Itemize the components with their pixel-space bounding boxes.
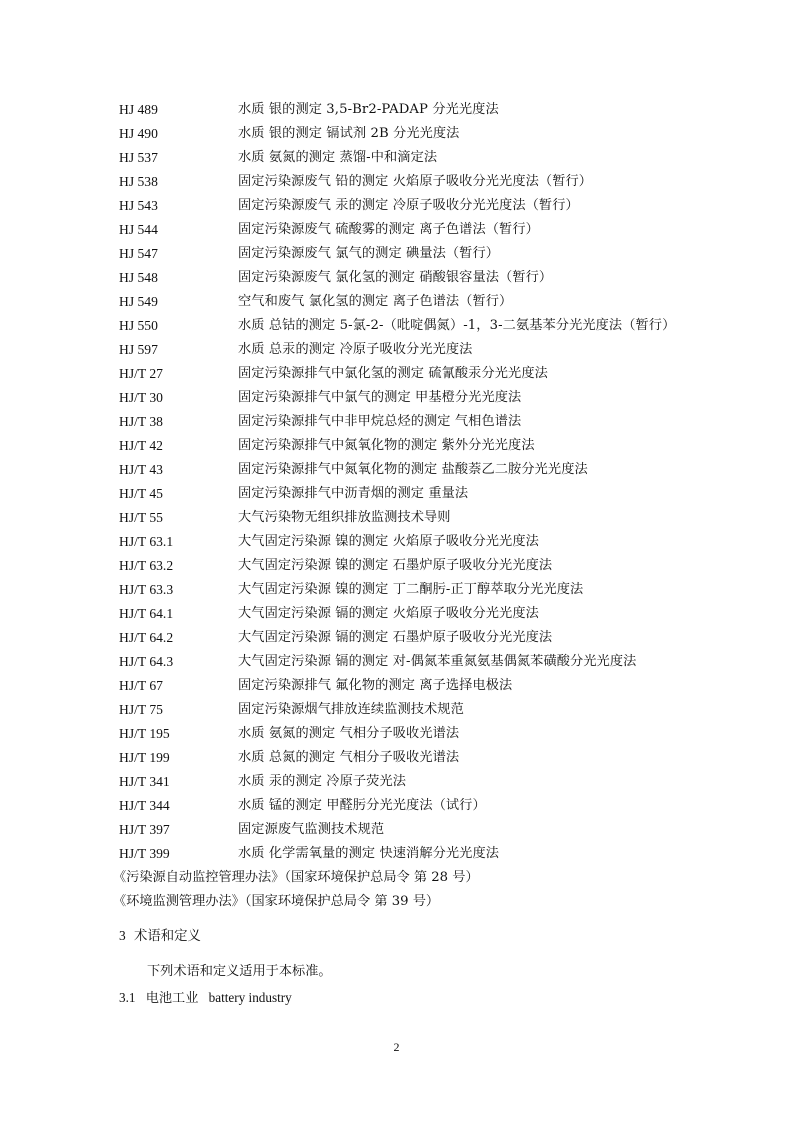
- regulation-reference: 《污染源自动监控管理办法》（国家环境保护总局令 第 28 号）: [113, 870, 479, 885]
- reference-title: 水质 氨氮的测定 蒸馏-中和滴定法: [238, 150, 438, 165]
- reference-title: 固定污染源排气中氮氧化物的测定 盐酸萘乙二胺分光光度法: [238, 462, 588, 477]
- reference-title: 固定污染源排气中沥青烟的测定 重量法: [238, 486, 469, 501]
- reference-code: HJ/T 64.3: [119, 654, 174, 669]
- reference-code: HJ/T 341: [119, 774, 170, 789]
- reference-title: 大气固定污染源 镍的测定 丁二酮肟-正丁醇萃取分光光度法: [238, 582, 584, 597]
- reference-row: [119, 746, 719, 770]
- subsection-heading: [119, 986, 292, 1010]
- reference-row: [119, 794, 719, 818]
- reference-title: 大气固定污染源 镉的测定 石墨炉原子吸收分光光度法: [238, 630, 553, 645]
- section-heading: [119, 924, 201, 948]
- reference-title: 水质 总汞的测定 冷原子吸收分光光度法: [238, 342, 473, 357]
- reference-title: 固定污染源排气中氯化氢的测定 硫氰酸汞分光光度法: [238, 366, 548, 381]
- reference-title: 固定污染源废气 氯化氢的测定 硝酸银容量法（暂行）: [238, 270, 553, 285]
- reference-title: 固定污染源废气 硫酸雾的测定 离子色谱法（暂行）: [238, 222, 539, 237]
- reference-title: 水质 锰的测定 甲醛肟分光光度法（试行）: [238, 798, 486, 813]
- reference-code: HJ 597: [119, 342, 158, 357]
- reference-title: 空气和废气 氯化氢的测定 离子色谱法（暂行）: [238, 294, 513, 309]
- reference-code: HJ 550: [119, 318, 158, 333]
- reference-title: 固定污染源废气 铅的测定 火焰原子吸收分光光度法（暂行）: [238, 174, 593, 189]
- reference-row: [119, 554, 719, 578]
- reference-code: HJ/T 399: [119, 846, 170, 861]
- reference-row: [119, 122, 719, 146]
- reference-row: [119, 146, 719, 170]
- reference-code: HJ/T 195: [119, 726, 170, 741]
- reference-code: HJ 489: [119, 102, 158, 117]
- reference-code: HJ 490: [119, 126, 158, 141]
- reference-row: [119, 770, 719, 794]
- reference-code: HJ 548: [119, 270, 158, 285]
- reference-code: HJ 544: [119, 222, 158, 237]
- reference-row: [119, 290, 719, 314]
- reference-title: 大气固定污染源 镉的测定 火焰原子吸收分光光度法: [238, 606, 539, 621]
- reference-row: [119, 674, 719, 698]
- reference-code: HJ/T 63.3: [119, 582, 174, 597]
- normative-references-list: [113, 98, 719, 914]
- reference-title: 固定污染源排气中氯气的测定 甲基橙分光光度法: [238, 390, 522, 405]
- reference-code: HJ/T 42: [119, 438, 163, 453]
- reference-code: HJ/T 64.1: [119, 606, 174, 621]
- reference-code: HJ/T 64.2: [119, 630, 174, 645]
- reference-title: 固定污染源排气 氟化物的测定 离子选择电极法: [238, 678, 513, 693]
- reference-title: 水质 总钴的测定 5-氯-2-（吡啶偶氮）-1，3-二氨基苯分光光度法（暂行）: [238, 318, 676, 333]
- reference-code: HJ/T 397: [119, 822, 170, 837]
- reference-row: [119, 626, 719, 650]
- reference-code: HJ 538: [119, 174, 158, 189]
- reference-code: HJ/T 63.1: [119, 534, 174, 549]
- section-number: 3: [119, 928, 126, 943]
- reference-code: HJ 543: [119, 198, 158, 213]
- reference-row: [119, 434, 719, 458]
- reference-title: 大气固定污染源 镉的测定 对-偶氮苯重氮氨基偶氮苯磺酸分光光度法: [238, 654, 637, 669]
- reference-code: HJ/T 30: [119, 390, 163, 405]
- reference-row: [119, 698, 719, 722]
- reference-row: [119, 266, 719, 290]
- reference-code: HJ/T 67: [119, 678, 163, 693]
- reference-code: HJ/T 199: [119, 750, 170, 765]
- reference-code: HJ 537: [119, 150, 158, 165]
- reference-title: 水质 化学需氧量的测定 快速消解分光光度法: [238, 846, 500, 861]
- reference-code: HJ/T 55: [119, 510, 163, 525]
- reference-row: [119, 338, 719, 362]
- subsection-number: 3.1: [119, 990, 136, 1005]
- reference-row: [119, 194, 719, 218]
- subsection-title-zh: 电池工业: [145, 991, 199, 1006]
- reference-row: [119, 242, 719, 266]
- reference-title: 固定污染源排气中非甲烷总烃的测定 气相色谱法: [238, 414, 522, 429]
- reference-row: [119, 650, 719, 674]
- reference-row: [119, 218, 719, 242]
- regulation-reference: 《环境监测管理办法》（国家环境保护总局令 第 39 号）: [113, 894, 440, 909]
- reference-title: 固定污染源废气 汞的测定 冷原子吸收分光光度法（暂行）: [238, 198, 579, 213]
- reference-row: [119, 410, 719, 434]
- reference-row: [119, 530, 719, 554]
- reference-row: [119, 386, 719, 410]
- section-title: 术语和定义: [133, 929, 201, 944]
- reference-title: 大气固定污染源 镍的测定 火焰原子吸收分光光度法: [238, 534, 539, 549]
- reference-title: 水质 氨氮的测定 气相分子吸收光谱法: [238, 726, 460, 741]
- reference-row: [119, 602, 719, 626]
- reference-title: 大气固定污染源 镍的测定 石墨炉原子吸收分光光度法: [238, 558, 553, 573]
- reference-row: [119, 314, 719, 338]
- reference-title: 水质 汞的测定 冷原子荧光法: [238, 774, 407, 789]
- reference-code: HJ/T 38: [119, 414, 163, 429]
- reference-row: [119, 722, 719, 746]
- reference-code: HJ 547: [119, 246, 158, 261]
- reference-code: HJ/T 75: [119, 702, 163, 717]
- reference-title: 水质 总氮的测定 气相分子吸收光谱法: [238, 750, 460, 765]
- reference-row: [119, 362, 719, 386]
- reference-row: [119, 98, 719, 122]
- reference-code: HJ/T 43: [119, 462, 163, 477]
- reference-row: [119, 482, 719, 506]
- reference-title: 大气污染物无组织排放监测技术导则: [238, 510, 451, 525]
- reference-code: HJ 549: [119, 294, 158, 309]
- reference-title: 水质 银的测定 3,5-Br2-PADAP 分光光度法: [238, 102, 499, 117]
- reference-title: 固定污染源排气中氮氧化物的测定 紫外分光光度法: [238, 438, 535, 453]
- reference-row: [119, 170, 719, 194]
- section-intro-text: 下列术语和定义适用于本标准。: [147, 964, 332, 979]
- reference-code: HJ/T 45: [119, 486, 163, 501]
- reference-row: [119, 578, 719, 602]
- reference-row: [119, 458, 719, 482]
- reference-row: [119, 842, 719, 866]
- reference-title: 水质 银的测定 镉试剂 2B 分光光度法: [238, 126, 460, 141]
- reference-title: 固定源废气监测技术规范: [238, 822, 385, 837]
- subsection-title-en: battery industry: [208, 990, 292, 1005]
- reference-code: HJ/T 344: [119, 798, 170, 813]
- reference-row: [119, 506, 719, 530]
- page-number: 2: [393, 1040, 400, 1054]
- reference-code: HJ/T 27: [119, 366, 163, 381]
- reference-code: HJ/T 63.2: [119, 558, 174, 573]
- reference-title: 固定污染源废气 氯气的测定 碘量法（暂行）: [238, 246, 500, 261]
- reference-title: 固定污染源烟气排放连续监测技术规范: [238, 702, 464, 717]
- reference-row: [119, 818, 719, 842]
